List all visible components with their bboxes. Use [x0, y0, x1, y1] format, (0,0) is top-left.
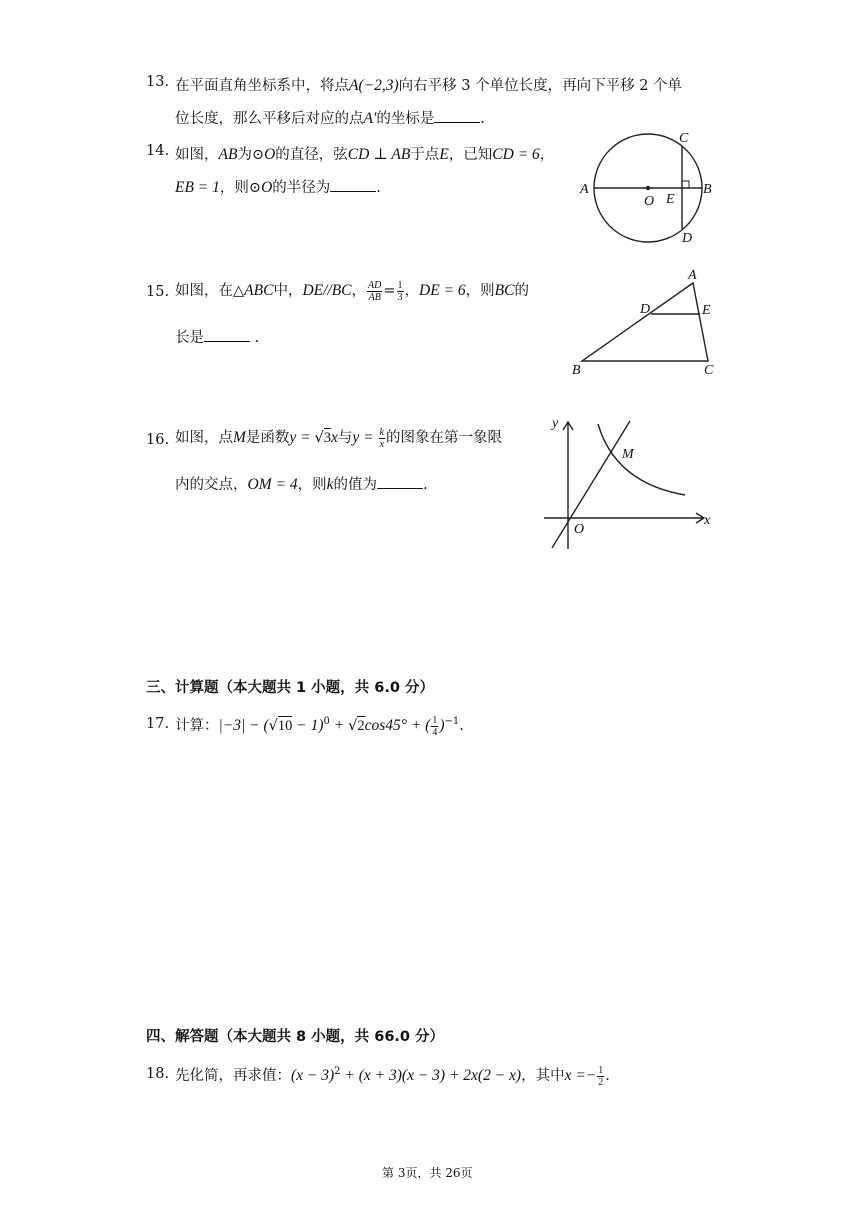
- answer-blank: [434, 110, 480, 123]
- label-a: A: [688, 268, 697, 283]
- label-c: C: [704, 363, 714, 378]
- label-e: E: [702, 303, 711, 318]
- q17-number: 17.: [146, 716, 170, 732]
- q16-line-1: 如图，点M是函数y = √3x与y = $\frac{k}{x}$ 的图象在第一象限: [175, 426, 502, 450]
- right-angle-mark: [682, 181, 689, 188]
- label-b: B: [703, 182, 712, 197]
- answer-blank: [377, 476, 423, 489]
- section-4-heading: 四、解答题（本大题共 8 小题，共 66.0 分）: [146, 1029, 445, 1045]
- fraction-one-third: $\frac{1}{3}$: [397, 279, 403, 303]
- triangle-abc: [582, 283, 708, 361]
- label-d: D: [640, 302, 651, 317]
- fraction-one-half: $\frac{1}{2}$: [598, 1064, 604, 1088]
- label-a: A: [580, 182, 589, 197]
- q18-number: 18.: [146, 1066, 170, 1082]
- line-y-sqrt3x: [552, 421, 630, 548]
- q13-line-1: 在平面直角坐标系中，将点A(−2,3)向右平移 3 个单位长度，再向下平移 2 个单: [175, 77, 683, 94]
- fraction-one-quarter: $\frac{1}{4}$: [432, 714, 438, 738]
- fraction-k-x: $\frac{k}{x}$: [379, 426, 384, 450]
- answer-blank: [204, 329, 250, 342]
- label-e: E: [666, 192, 675, 207]
- q17-expression: 计算：$|-3| - (√10 - 1)^0 + √2\cos 45^\circ$ + ( $\frac{1}{4}$ )$^{-1}$.: [175, 714, 464, 738]
- label-b: B: [572, 363, 581, 378]
- page-footer: 第 3页，共 26页: [382, 1166, 473, 1180]
- q14-line-2: EB = 1，则⊙O的半径为 .: [175, 179, 381, 196]
- label-y: y: [552, 416, 559, 431]
- q13-line-2: 位长度，那么平移后对应的点A′的坐标是 .: [175, 110, 485, 127]
- q14-number: 14.: [146, 143, 170, 159]
- triangle-figure: [566, 264, 726, 380]
- q14-line-1: 如图，AB为⊙O的直径，弦CD ⊥ AB于点E，已知CD = 6，: [175, 146, 555, 163]
- label-x: x: [704, 513, 711, 528]
- fraction-ad-ab: $\frac{AD}{AB}$: [368, 279, 382, 303]
- q15-line-1: 如图，在△ABC中，DE//BC， $\frac{AD}{AB}$ = $\frac{1}{3}$ ，DE = 6，则BC的: [175, 279, 529, 303]
- label-o: O: [574, 522, 585, 537]
- q18-expression: 先化简，再求值：$(x - 3)^2 + (x + 3)(x - 3) + 2x(2 - x)$，其中x =− $\frac{1}{2}$ .: [175, 1064, 610, 1088]
- label-c: C: [679, 131, 689, 146]
- section-3-heading: 三、计算题（本大题共 1 小题，共 6.0 分）: [146, 680, 434, 696]
- q16-number: 16.: [146, 432, 170, 448]
- hyperbola-k-over-x: [598, 424, 685, 495]
- function-graph-figure: [538, 408, 718, 556]
- q15-number: 15.: [146, 284, 170, 300]
- q16-line-2: 内的交点，OM = 4，则k的值为 .: [175, 476, 428, 493]
- q13-number: 13.: [146, 74, 170, 90]
- label-d: D: [682, 231, 693, 246]
- label-m: M: [622, 447, 634, 462]
- center-point: [646, 186, 650, 190]
- answer-blank: [330, 179, 376, 192]
- label-o: O: [644, 194, 655, 209]
- q15-line-2: 长是 .: [175, 330, 260, 346]
- circle-figure: [572, 124, 722, 254]
